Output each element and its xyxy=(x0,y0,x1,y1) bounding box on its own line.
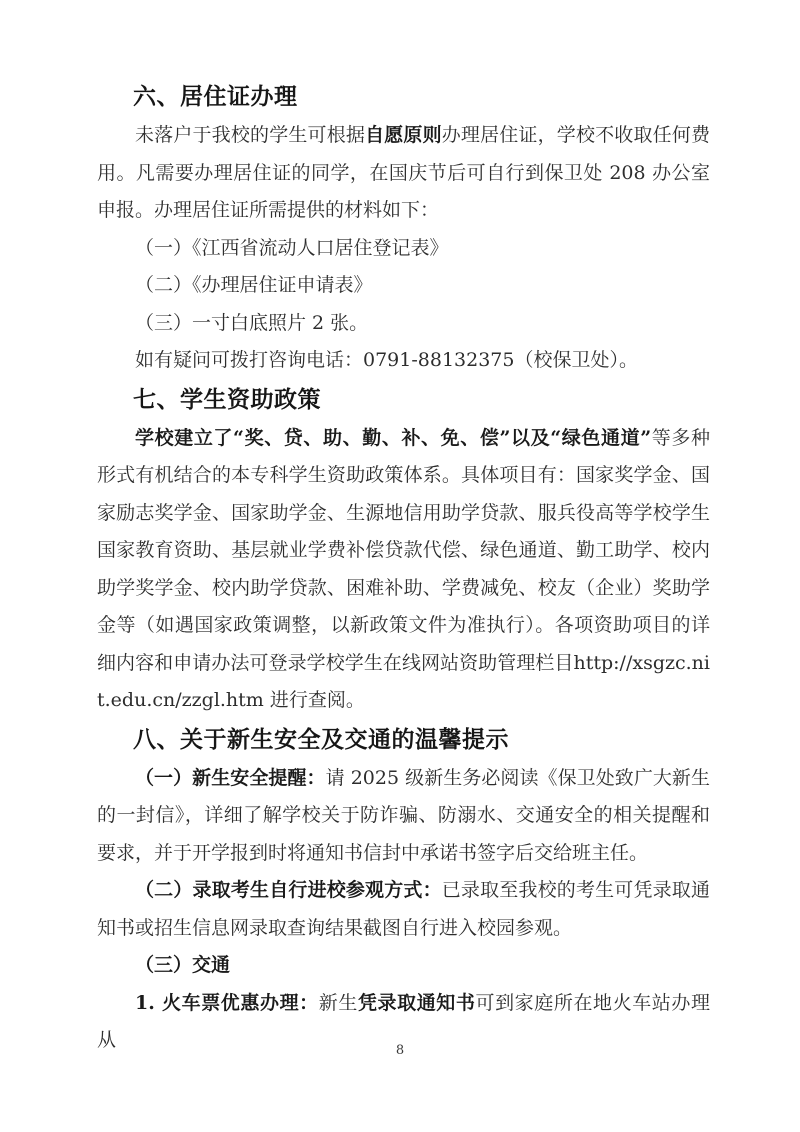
page-content xyxy=(97,77,710,1060)
residence-permit-heading: 六、居住证办理 xyxy=(133,84,298,110)
residence-material-item-1: （一）《江西省流动人口居住登记表》 xyxy=(135,236,449,259)
residence-intro-paragraph xyxy=(97,117,710,230)
aid-system-lead-bold: 学校建立了“奖、贷、助、勤、补、免、偿”以及“绿色通道” xyxy=(135,426,652,449)
section-student-aid xyxy=(97,380,710,720)
safety-reminder-paragraph xyxy=(97,760,710,873)
train-ticket-label: 1. 火车票优惠办理： xyxy=(135,991,319,1014)
residence-intro-pre: 未落户于我校的学生可根据 xyxy=(135,124,366,146)
safety-reminder-text: 请 2025 级新生务必阅读《保卫处致广大新生的一封信》，详细了解学校关于防诈骗、防溺水、交通安全的相关提醒和要求，并于开学报到时将通知书信封中承诺书签字后交给班主任。 xyxy=(97,766,710,864)
safety-reminder-label: （一）新生安全提醒： xyxy=(135,766,326,789)
train-ticket-text-1: 新生 xyxy=(318,991,358,1014)
traffic-subheading-label: （三）交通 xyxy=(135,954,231,976)
aid-paragraph-tail: 进行查阅。 xyxy=(263,689,365,711)
safety-traffic-heading: 八、关于新生安全及交通的温馨提示 xyxy=(133,726,509,753)
voluntary-principle-emphasis: 自愿原则 xyxy=(365,124,442,146)
campus-visit-paragraph xyxy=(97,872,710,947)
residence-intro-post: 办理居住证，学校不收取任何费用。凡需要办理居住证的同学，在国庆节后可自行到保卫处 208 办公室申报。办理居住证所需提供的材料如下： xyxy=(97,124,710,221)
residence-material-item-2: （二）《办理居住证申请表》 xyxy=(135,274,373,296)
section-safety-traffic xyxy=(97,720,710,1060)
admission-letter-bold: 凭录取通知书 xyxy=(357,991,476,1014)
train-ticket-text-2: 可到家庭所在地火车站办理从 xyxy=(97,991,710,1051)
section-residence-permit xyxy=(97,77,710,380)
residence-material-item-3: （三）一寸白底照片 2 张。 xyxy=(135,311,369,334)
aid-system-body: 等多种形式有机结合的本专科学生资助政策体系。具体项目有：国家奖学金、国家励志奖学金、国家助学金、生源地信用助学贷款、服兵役高等学校学生国家教育资助、基层就业学费补偿贷款代偿、绿色通道、勤工助学、校内助学奖学金、校内助学贷款、困难补助、学费减免、校友（企业）奖助学金等（如遇国家政策调整，以新政策文件为准执行）。各项资助项目的详细内容和申请办法可登录学校学生在线网站资助管理栏目 xyxy=(97,426,710,674)
page-number: 8 xyxy=(395,1043,405,1058)
campus-visit-label: （二）录取考生自行进校参观方式： xyxy=(135,879,442,901)
student-aid-heading: 七、学生资助政策 xyxy=(133,386,321,413)
student-aid-paragraph xyxy=(97,420,710,720)
traffic-subheading xyxy=(97,947,710,985)
campus-visit-text: 已录取至我校的考生可凭录取通知书或招生信息网录取查询结果截图自行进入校园参观。 xyxy=(97,879,710,939)
residence-contact-note: 如有疑问可拨打咨询电话：0791-88132375（校保卫处）。 xyxy=(135,349,638,371)
aid-portal-url: http://xsgzc.nit.edu.cn/zzgl.htm xyxy=(97,651,710,711)
